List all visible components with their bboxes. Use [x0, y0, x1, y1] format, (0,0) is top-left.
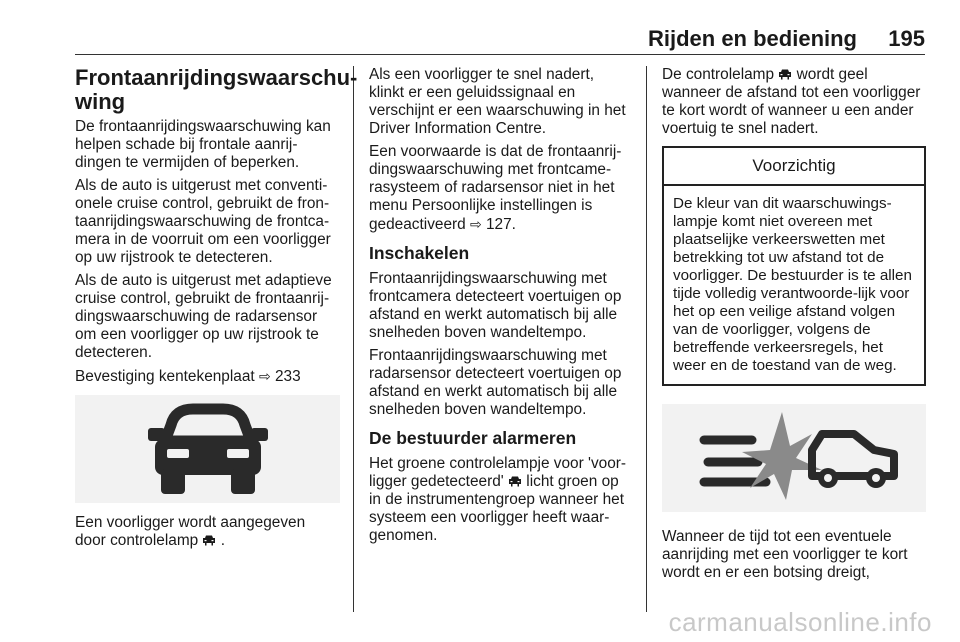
paragraph-text: De controlelamp [662, 66, 775, 83]
paragraph-text: Een voorwaarde is dat de frontaanrij-dingswaarschuwing met frontcame-rasysteem of radarsensor niet in het menu Persoonlijke instellingen is gedeactiveerd [369, 143, 622, 233]
paragraph [662, 66, 926, 138]
paragraph [369, 455, 632, 545]
paragraph: Als de auto is uitgerust met adaptieve cruise control, gebruikt de frontaanrij-dingswaarschuwing de radarsensor om een voorligger op uw rijstrook te detecteren. [75, 272, 332, 361]
column-2 [369, 66, 632, 550]
page-ref-arrow-icon: ⇨ [469, 216, 482, 232]
paragraph-text: Het groene controlelampje voor 'voor-ligger gedetecteerd' [369, 455, 627, 490]
collision-illustration [662, 404, 926, 512]
caption-text: Een voorligger wordt aangegeven door controlelamp [75, 514, 306, 549]
front-car-illustration [75, 395, 340, 503]
column-1 [75, 65, 358, 555]
paragraph [75, 367, 340, 386]
subheading-inschakelen: Inschakelen [369, 243, 470, 263]
paragraph: Frontaanrijdingswaarschuwing met frontcamera detecteert voertuigen op afstand en werkt automatisch bij alle snelheden boven wandeltempo. [369, 270, 622, 341]
caution-title: Voorzichtig [664, 148, 924, 186]
subheading-bestuurder-alarmeren: De bestuurder alarmeren [369, 428, 577, 448]
paragraph [369, 143, 632, 234]
page-header [75, 26, 925, 52]
paragraph: Wanneer de tijd tot een eventuele aanrijding met een voorligger te kort wordt en er een botsing dreigt, [662, 528, 908, 581]
page-ref-link[interactable]: 233 [274, 368, 301, 385]
caution-box [662, 146, 926, 386]
header-rule [75, 54, 925, 55]
paragraph: Als een voorligger te snel nadert, klinkt er een geluidssignaal en verschijnt er een waarschuwing in het Driver Information Centre. [369, 66, 626, 137]
vehicle-ahead-lamp-icon [778, 69, 792, 80]
watermark: carmanualsonline.info [668, 607, 932, 637]
paragraph: Als de auto is uitgerust met conventi-onele cruise control, gebruikt de fron-taanrijdingswaarschuwing de frontca-mera in de voorruit om een voorligger op uw rijstrook te detecteren. [75, 177, 331, 266]
page-ref-link[interactable]: 127. [485, 216, 516, 233]
figure-caption [75, 514, 340, 550]
vehicle-ahead-icon [75, 395, 340, 503]
section-heading: Frontaanrijdingswaarschu- wing [75, 65, 358, 114]
paragraph-text: Bevestiging kentekenplaat [75, 368, 255, 385]
vehicle-ahead-lamp-icon [202, 535, 216, 546]
collision-warning-icon [662, 404, 926, 512]
paragraph: De frontaanrijdingswaarschuwing kan helpen schade bij frontale aanrij-dingen te vermijden of beperken. [75, 118, 331, 171]
paragraph-text: licht groen op in de instrumentengroep wanneer het systeem een voorligger heeft waar-genomen. [369, 473, 624, 544]
caution-body: De kleur van dit waarschuwings-lampje komt niet overeen met plaatselijke verkeerswetten met betrekking tot uw afstand tot de voorligger. De bestuurder is te allen tijde volledig verantwoorde-lijk voor het op een veilige afstand volgen van de voorligger, volgens de betreffende verkeersregels, het weer en de toestand van de weg. [673, 195, 912, 374]
column-3 [662, 66, 926, 587]
section-title: Rijden en bediening [647, 26, 857, 51]
paragraph-text: wordt geel wanneer de afstand tot een voorligger te kort wordt of wanneer u een ander voertuig te snel nadert. [662, 66, 921, 137]
column-divider [646, 66, 647, 612]
column-divider [353, 66, 354, 612]
caption-end: . [220, 532, 226, 549]
page-number: 195 [888, 26, 925, 51]
page-ref-arrow-icon: ⇨ [258, 368, 271, 384]
vehicle-ahead-lamp-icon [508, 476, 522, 487]
paragraph: Frontaanrijdingswaarschuwing met radarsensor detecteert voertuigen op afstand en werkt automatisch bij alle snelheden boven wandeltempo. [369, 347, 622, 418]
